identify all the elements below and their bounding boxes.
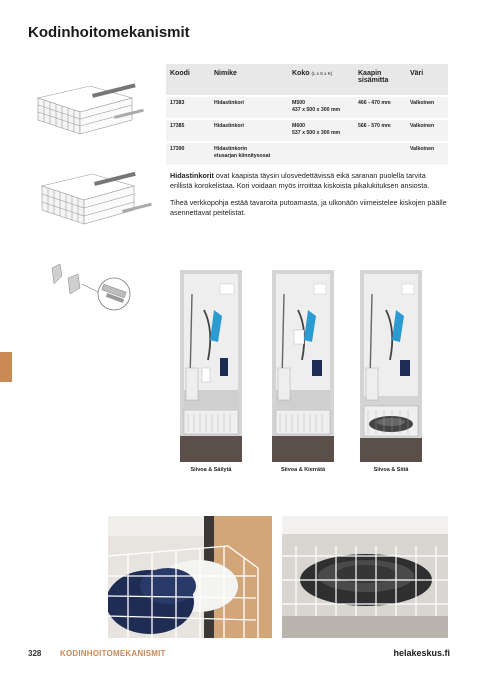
cell-size: M600 537 x 500 x 300 mm bbox=[288, 119, 354, 142]
cell-name: Hidastinkorin etusarjan kiinnitysosat bbox=[210, 142, 288, 165]
col-header-name: Nimike bbox=[210, 64, 288, 96]
cabinet-label-1: Siivoa & Säilytä bbox=[190, 467, 232, 473]
cabinet-label-2: Siivoa & Kierrätä bbox=[280, 467, 326, 473]
page-number: 328 bbox=[28, 649, 42, 658]
product-description bbox=[170, 171, 450, 225]
section-color-tab bbox=[0, 352, 12, 382]
cell-color: Valkoinen bbox=[406, 96, 448, 119]
cell-name: Hidastinkori bbox=[210, 119, 288, 142]
size-unit: (L x S x K) bbox=[311, 71, 333, 76]
table-row bbox=[166, 119, 448, 142]
footer-site-link[interactable]: helakeskus.fi bbox=[393, 648, 450, 658]
col-header-size: Koko (L x S x K) bbox=[288, 64, 354, 96]
table-header-row bbox=[166, 64, 448, 96]
cell-size: M500 437 x 500 x 300 mm bbox=[288, 96, 354, 119]
col-header-cabinet: Kaapin sisämitta bbox=[354, 64, 406, 96]
basket-product-image-2 bbox=[34, 166, 154, 232]
cell-code: 17385 bbox=[166, 119, 210, 142]
mounting-parts-image bbox=[46, 262, 136, 314]
cabinet-image-1 bbox=[180, 270, 242, 462]
product-table bbox=[166, 64, 448, 165]
cell-code: 17390 bbox=[166, 142, 210, 165]
basket-product-image-1 bbox=[34, 76, 146, 138]
cell-name: Hidastinkori bbox=[210, 96, 288, 119]
cell-color: Valkoinen bbox=[406, 142, 448, 165]
cabinet-label-3: Siivoa & Siitä bbox=[373, 467, 409, 473]
col-header-code: Koodi bbox=[166, 64, 210, 96]
basket-towels-photo bbox=[108, 516, 272, 638]
cell-size bbox=[288, 142, 354, 165]
cell-color: Valkoinen bbox=[406, 119, 448, 142]
cell-cabinet bbox=[354, 142, 406, 165]
cell-code: 17383 bbox=[166, 96, 210, 119]
basket-hose-photo bbox=[282, 516, 448, 638]
cabinet-image-2 bbox=[272, 270, 334, 462]
cell-cabinet: 466 - 470 mm bbox=[354, 96, 406, 119]
col-header-color: Väri bbox=[406, 64, 448, 96]
description-paragraph-2: Tiheä verkkopohja estää tavaroita putoamasta, ja ulkonäön viimeistelee kiskojen päälle asennettavat peitelistat. bbox=[170, 198, 447, 217]
description-paragraph-1: Hidastinkorit ovat kaapista täysin ulosvedettävissä eikä saranan puolella tarvita erillistä korokelistaa. Kori voidaan myös irroittaa kiskoista pikalukituksen ansiosta. bbox=[170, 171, 430, 190]
cell-cabinet: 566 - 570 mm bbox=[354, 119, 406, 142]
footer-section-title: KODINHOITOMEKANISMIT bbox=[60, 649, 166, 658]
table-row bbox=[166, 96, 448, 119]
table-row bbox=[166, 142, 448, 165]
page-title: Kodinhoitomekanismit bbox=[28, 24, 190, 41]
cabinet-image-3 bbox=[360, 270, 422, 462]
